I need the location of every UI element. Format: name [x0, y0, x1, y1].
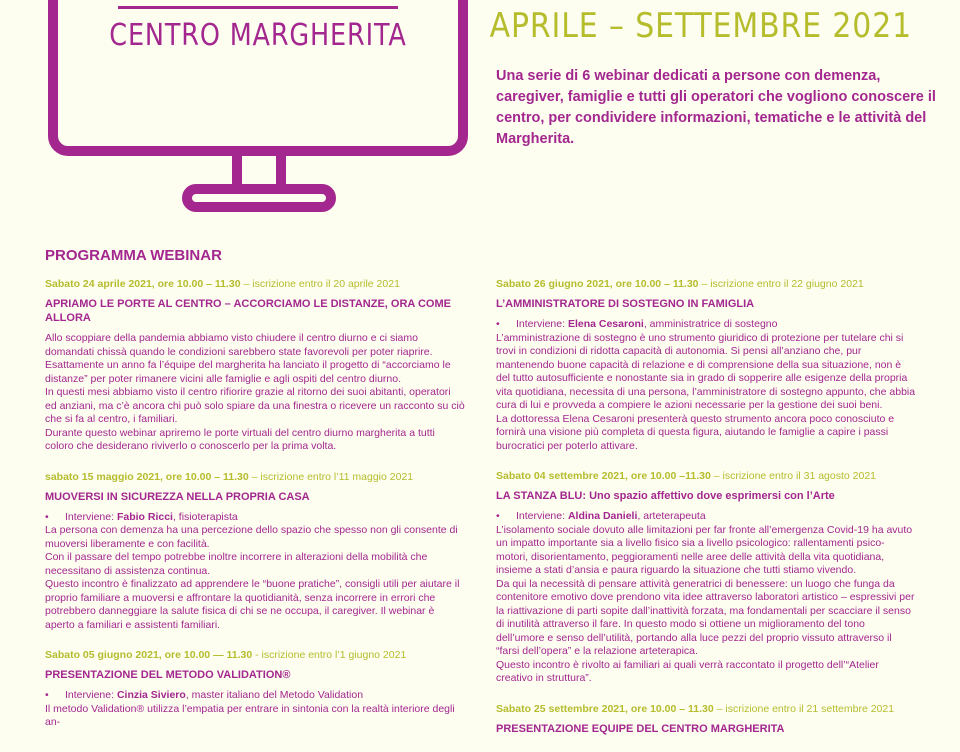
- speaker-label: Interviene:: [65, 689, 117, 701]
- description-paragraph: Questo incontro è finalizzato ad apprendere le “buone pratiche”, consigli utili per aiutare il proprio familiare a muoversi e affrontare la quotidianità, senza incorrere in errori che potrebbero danneggiare la salute fisica di chi se ne occupa, il caregiver. Il webinar è aperto a familiari e assistenti familiari.: [45, 578, 460, 631]
- webinar-entry: [45, 470, 465, 633]
- webinar-date: [45, 277, 465, 291]
- description-paragraph: Durante questo webinar apriremo le porte virtuali del centro diurno margherita a tutti coloro che desiderano riviverlo o conoscerlo per la prima volta.: [45, 426, 435, 452]
- webinar-datetime: Sabato 24 aprile 2021, ore 10.00 – 11.30: [45, 278, 241, 290]
- webinar-registration: – iscrizione entro il 22 giugno 2021: [698, 278, 864, 290]
- webinar-datetime: Sabato 25 settembre 2021, ore 10.00 – 11.30: [496, 702, 714, 715]
- monitor-title: CENTRO MARGHERITA: [109, 18, 407, 53]
- right-column: [496, 277, 916, 752]
- description-paragraph: Da qui la necessità di pensare attività generatrici di benessere: un luogo che funga da contenitore emotivo dove prendono vita idee attraverso laboratori artistico – espressivi per la riattivazione di parti sopite dall’inattività forzata, ma fondamentali per scacciare il senso di inutilità attraverso il fare. In questo modo si ottiene un miglioramento del tono dell’umore e senso dell’utilità, portando alla luce pezzi del proprio vissuto attraverso il “farsi dell’opera” e la relazione arteterapica.: [496, 577, 915, 657]
- speaker-name: Elena Cesaroni: [567, 318, 644, 330]
- speaker-label: Interviene:: [516, 318, 568, 330]
- webinar-description: [45, 703, 465, 730]
- description-paragraph: La persona con demenza ha una percezione dello spazio che spesso non gli consente di muoversi liberamente e con facilità.: [45, 524, 458, 550]
- bullet-icon: •: [496, 318, 500, 330]
- webinar-registration: – iscrizione entro il 21 settembre 2021: [713, 702, 895, 715]
- webinar-date: [496, 277, 916, 291]
- webinar-datetime: Sabato 05 giugno 2021, ore 10.00 — 11.30: [45, 649, 253, 661]
- webinar-entry: [45, 277, 465, 454]
- webinar-title: PRESENTAZIONE DEL METODO VALIDATION®: [45, 669, 291, 681]
- webinar-entry: [496, 469, 916, 686]
- intro-text: Una serie di 6 webinar dedicati a persone con demenza, caregiver, famiglie e tutti gli operatori che vogliono conoscere il centro, per condividere informazioni, tematiche e le attività del Margherita.: [496, 68, 936, 147]
- description-paragraph: Questo incontro è rivolto ai familiari ai quali verrà raccontato il progetto dell’“Atelier creativo in struttura”.: [496, 658, 879, 684]
- webinar-title: PRESENTAZIONE EQUIPE DEL CENTRO MARGHERITA: [496, 722, 785, 735]
- speaker-role: , master italiano del Metodo Validation: [185, 689, 364, 701]
- headline-dates: APRILE – SETTEMBRE 2021: [489, 6, 912, 46]
- webinar-datetime: sabato 15 maggio 2021, ore 10.00 – 11.30: [45, 470, 249, 483]
- webinar-registration: – iscrizione entro il 31 agosto 2021: [710, 470, 876, 482]
- program-title: PROGRAMMA WEBINAR: [45, 247, 222, 264]
- speaker-role: , amministratrice di sostegno: [643, 318, 778, 330]
- monitor-base: [182, 184, 336, 212]
- description-paragraph: Allo scoppiare della pandemia abbiamo visto chiudere il centro diurno e ci siamo domandati chissà quando le condizioni sarebbero state favorevoli per poter riaprire.: [45, 332, 433, 358]
- description-paragraph: In questi mesi abbiamo visto il centro rifiorire grazie al ritorno dei suoi abitanti, operatori ed anziani, ma c’è ancora chi può solo spiare da una finestra o ricevere un racconto su ciò che si fa al centro, i familiari.: [45, 386, 465, 425]
- description-paragraph: Con il passare del tempo potrebbe inoltre incorrere in alterazioni della mobilità che necessitano di assistenza continua.: [45, 551, 428, 577]
- webinar-entry: [496, 277, 916, 453]
- webinar-date: [496, 702, 916, 716]
- webinar-datetime: Sabato 26 giugno 2021, ore 10.00 – 11.30: [496, 278, 699, 290]
- description-paragraph: Il metodo Validation® utilizza l’empatia per entrare in sintonia con la realtà interiore degli an-: [45, 702, 455, 728]
- speaker-label: Interviene:: [516, 510, 568, 522]
- webinar-date: [45, 470, 465, 484]
- description-paragraph: La dottoressa Elena Cesaroni presenterà questo strumento ancora poco conosciuto e fornirà una visione più completa di questa figura, aiutando le famiglie a capire i passi burocratici per poterlo attivare.: [496, 412, 895, 452]
- bullet-icon: •: [45, 689, 49, 701]
- speaker-role: , fisioterapista: [172, 510, 238, 523]
- speaker-name: Cinzia Siviero: [116, 689, 186, 701]
- bullet-icon: •: [45, 510, 49, 523]
- speaker-name: Aldina Danieli: [567, 510, 638, 522]
- webinar-speaker: [496, 318, 916, 332]
- webinar-date: [496, 469, 916, 483]
- webinar-speaker: [496, 510, 916, 524]
- webinar-registration: – iscrizione entro il 20 aprile 2021: [240, 278, 400, 290]
- monitor-graphic: [48, 0, 468, 156]
- webinar-title: LA STANZA BLU: Uno spazio affettivo dove esprimersi con l’Arte: [496, 490, 835, 502]
- description-paragraph: L’amministrazione di sostegno è uno strumento giuridico di protezione per tutelare chi si trovi in condizioni di ridotta capacità di autonomia. Si pensi all’anziano che, pur mantenendo buone capacità di relazione e di comprensione della sua situazione, non è del tutto autosufficiente e nonostante sia in grado di sopperire alle esigenze della propria vita quotidiana, necessita di una persona, l’amministratore di sostegno appunto, che abbia cura di lui e provveda a compiere le azioni necessarie per la gestione dei suoi beni.: [496, 331, 916, 411]
- webinar-registration: – iscrizione entro l’11 maggio 2021: [248, 470, 414, 483]
- webinar-registration: - iscrizione entro l’1 giugno 2021: [252, 649, 407, 661]
- speaker-label: Interviene:: [65, 510, 117, 523]
- webinar-datetime: Sabato 04 settembre 2021, ore 10.00 –11.30: [496, 470, 711, 482]
- webinar-description: [496, 524, 916, 686]
- webinar-description: [45, 524, 465, 632]
- speaker-role: , arteterapeuta: [637, 510, 706, 522]
- left-column: [45, 277, 465, 746]
- description-paragraph: L’isolamento sociale dovuto alle limitazioni per far fronte all’emergenza Covid-19 ha avuto un impatto importante sia a livello fisico sia a livello psicologico: rallentamenti psico-motori, disorientamento, peggioramenti nelle aree delle attività della vita quotidiana, insieme a stati d’ansia e paura riguardo la situazione che tutti stiamo vivendo.: [496, 523, 913, 576]
- webinar-speaker: [45, 689, 465, 703]
- webinar-speaker: [45, 511, 465, 525]
- webinar-entry: [45, 648, 465, 730]
- speaker-name: Fabio Ricci: [116, 510, 173, 523]
- description-paragraph: Esattamente un anno fa l’équipe del margherita ha lanciato il progetto di “accorciamo le distanze” per poter rimanere vicini alle famiglie e agli ospiti del centro diurno.: [45, 359, 451, 385]
- webinar-description: [496, 332, 916, 454]
- webinar-entry: [496, 702, 916, 736]
- webinar-title: APRIAMO LE PORTE AL CENTRO – ACCORCIAMO LE DISTANZE, ORA COME ALLORA: [45, 298, 451, 324]
- webinar-date: [45, 648, 465, 662]
- webinar-description: [45, 332, 465, 454]
- monitor-divider: [118, 6, 398, 9]
- webinar-title: MUOVERSI IN SICUREZZA NELLA PROPRIA CASA: [45, 490, 310, 503]
- webinar-title: L’AMMINISTRATORE DI SOSTEGNO IN FAMIGLIA: [496, 298, 755, 310]
- bullet-icon: •: [496, 510, 500, 522]
